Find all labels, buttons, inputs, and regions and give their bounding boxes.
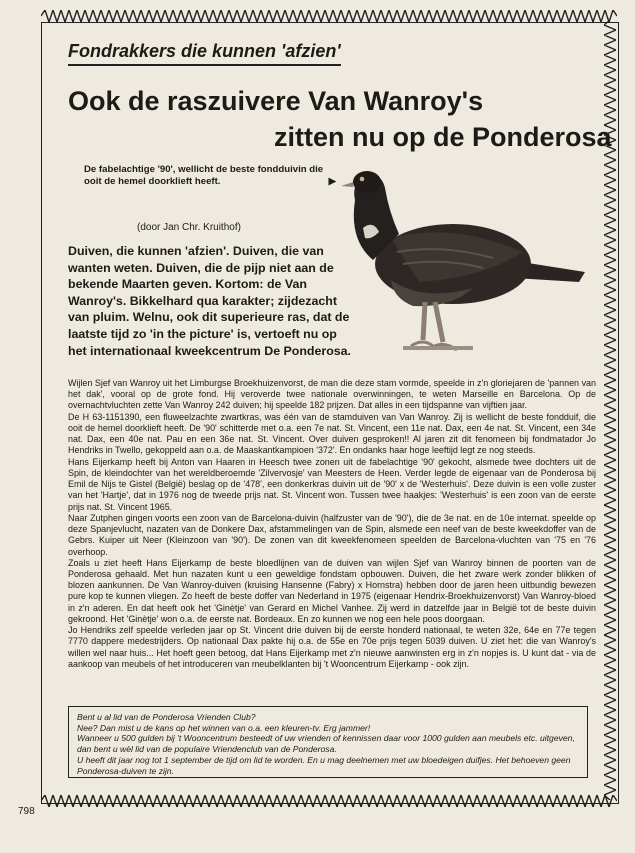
byline: (door Jan Chr. Kruithof): [137, 222, 241, 233]
article-paragraph: Hans Eijerkamp heeft bij Anton van Haaren in Heesch twee zonen uit de fabelachtige '90' gekocht, alsmede twee dochters uit de Spin, de kleindochter van het wereldberoemde 'Zilvervosje' van Meesters de Heen. Verder legde de eigenaar van de Ponderosa bij Emil de Nijs te Gistel (België) beslag op de '478', een donkerkras duivin uit de '90' x de 'Westerhuis'. Deze duivin is een volle zuster van het 'Hartje', dat in 1976 nog de tweede prijs nat. St. Vincent won. Tussen twee haakjes: 'Westerhuis' is een zoon van de eerste prijs nat. St. Vincent 1965.: [68, 456, 596, 512]
photo-caption-text: De fabelachtige '90', wellicht de beste fondduivin die ooit de hemel doorklieft heeft.: [84, 164, 324, 187]
box-line: Wanneer u 500 gulden bij 't Wooncentrum besteedt of uw vrienden of kennissen daar voor 1000 gulden aan meubels etc. uitgeven, dan bent u wèl lid van de populaire Vriendenclub van de Ponderosa.: [77, 733, 575, 755]
zigzag-border-top: [41, 10, 617, 22]
pigeon-photo: [333, 160, 593, 372]
page-number: 798: [18, 806, 35, 817]
article-paragraph: Jo Hendriks zelf speelde verleden jaar op St. Vincent drie duiven bij de eerste honderd nationaal, te weten 32e, 64e en 77e tegen 7770 dappere medestrijders. Op nationaal Dax pakte hij o.a. de 55e en 70e prijs tegen 5039 duiven. U ziet het: die van Wanroy's willen wel naar huis... Het hoeft geen betoog, dat Hans Eijerkamp met z'n nieuwe aanwinsten erg in z'n nopjes is. U kunt dat - via de aankoop van meubels of het introduceren van meubelklanten bij 't Wooncentrum Eijerkamp - ook zijn.: [68, 625, 596, 669]
photo-caption: [84, 164, 336, 187]
article-body: [68, 378, 596, 670]
box-line: U heeft dit jaar nog tot 1 september de tijd om lid te worden. En u mag deelnemen met uw bloedeigen duifjes. Het behoeven geen Ponderosa-duiven te zijn.: [77, 754, 571, 776]
box-line: Bent u al lid van de Ponderosa Vrienden Club?: [77, 712, 256, 722]
headline-line-2: zitten nu op de Ponderosa: [274, 122, 612, 152]
section-title: Fondrakkers die kunnen 'afzien': [68, 41, 341, 66]
caption-arrow-icon: ▶: [328, 175, 336, 187]
box-line: Nee? Dan mist u de kans op het winnen van o.a. een kleuren-tv. Erg jammer!: [77, 722, 371, 733]
club-info-box: [68, 706, 588, 778]
article-paragraph: Naar Zutphen gingen voorts een zoon van de Barcelona-duivin (halfzuster van de '90'), die de 3e nat. en de 10e internat. speelde op deze Spanjevlucht, nazaten van de Donkere Dax, afstammelingen van de Spin, alsmede een neef van de beste kweekdoffer van de Gebrs. Kuiper uit Neer (Kleinzoon van '90'). De zonen van dit kweekfenomeen speelden de Barcelona-vluchten van '75 en '76 overhoop.: [68, 512, 596, 557]
headline-line-1: Ook de raszuivere Van Wanroy's: [68, 86, 484, 116]
article-paragraph: Zoals u ziet heeft Hans Eijerkamp de beste bloedlijnen van de duiven van wijlen Sjef van Wanroy binnen de poorten van de Ponderosa gehaald. Met hun nazaten kunt u een geweldige fondstam opbouwen. Duiven, die het zware werk zonder blikken of blozen aankunnen. De Van Wanroy-duiven (kruising Hansenne (Fabry) x Hornstra) hebben door de jaren heen uitbundig bewezen pure kop te kunnen vliegen. Zo heeft de beste doffer van Nederland in 1975 (eigenaar Hendrix-Broekhuizenvorst) Van Wanroy-bloed in z'n aderen. En dat heeft ook het 'Ginètje' van Gerard en Michel Vanhee. Zij werd in datzelfde jaar in België tot de beste duivin gekroond. Het 'Ginètje' won o.a. de eerste nat. Bordeaux. En zo kunnen we nog een hele poos doorgaan.: [68, 557, 596, 624]
article-paragraph: De H 63-1151390, een fluweelzachte zwartkras, was één van de stamduiven van Van Wanroy. Zij is wellicht de beste fondduif, die ooit de hemel doorklieft heeft. De '90' schitterde met o.a. een 7e nat. St. Vincent, een 11e nat. Dax, een 4e nat. St. Vincent, een 34e nat. Dax, een 40e nat. Pau en een 36e nat. St. Vincent. Over duiven gesproken!! Al jaren zit dit fenomeen bij fondmatador Jo Hendriks in Twello, gekoppeld aan o.a. de Maaskantkampioen '372'. En ondanks haar hoge leeftijd legt ze nog steeds.: [68, 411, 596, 456]
intro-lead: Duiven, die kunnen 'afzien'. Duiven, die van wanten weten. Duiven, die de pijp niet aan de bekende Maarten geven. Kortom: de Van Wanroy's. Bikkelhard qua karakter; zijdezacht van pluim. Welnu, ook dit superieure ras, dat de laatste tijd zo 'in the picture' is, vertoeft nu op het internationaal kweekcentrum De Ponderosa.: [68, 244, 352, 358]
article-paragraph: Wijlen Sjef van Wanroy uit het Limburgse Broekhuizenvorst, de man die deze stam vormde, speelde in z'n gloriejaren de 'pannen van het dak', vooral op de grote fond. Hij veroverde twee nationale overwinningen, te weten Marseille en Barcelona. Op de overnachtvluchten zette Van Wanroy 242 duiven; hij speelde 182 prijzen. Dat alles in een tijdspanne van vijftien jaar.: [68, 378, 596, 411]
